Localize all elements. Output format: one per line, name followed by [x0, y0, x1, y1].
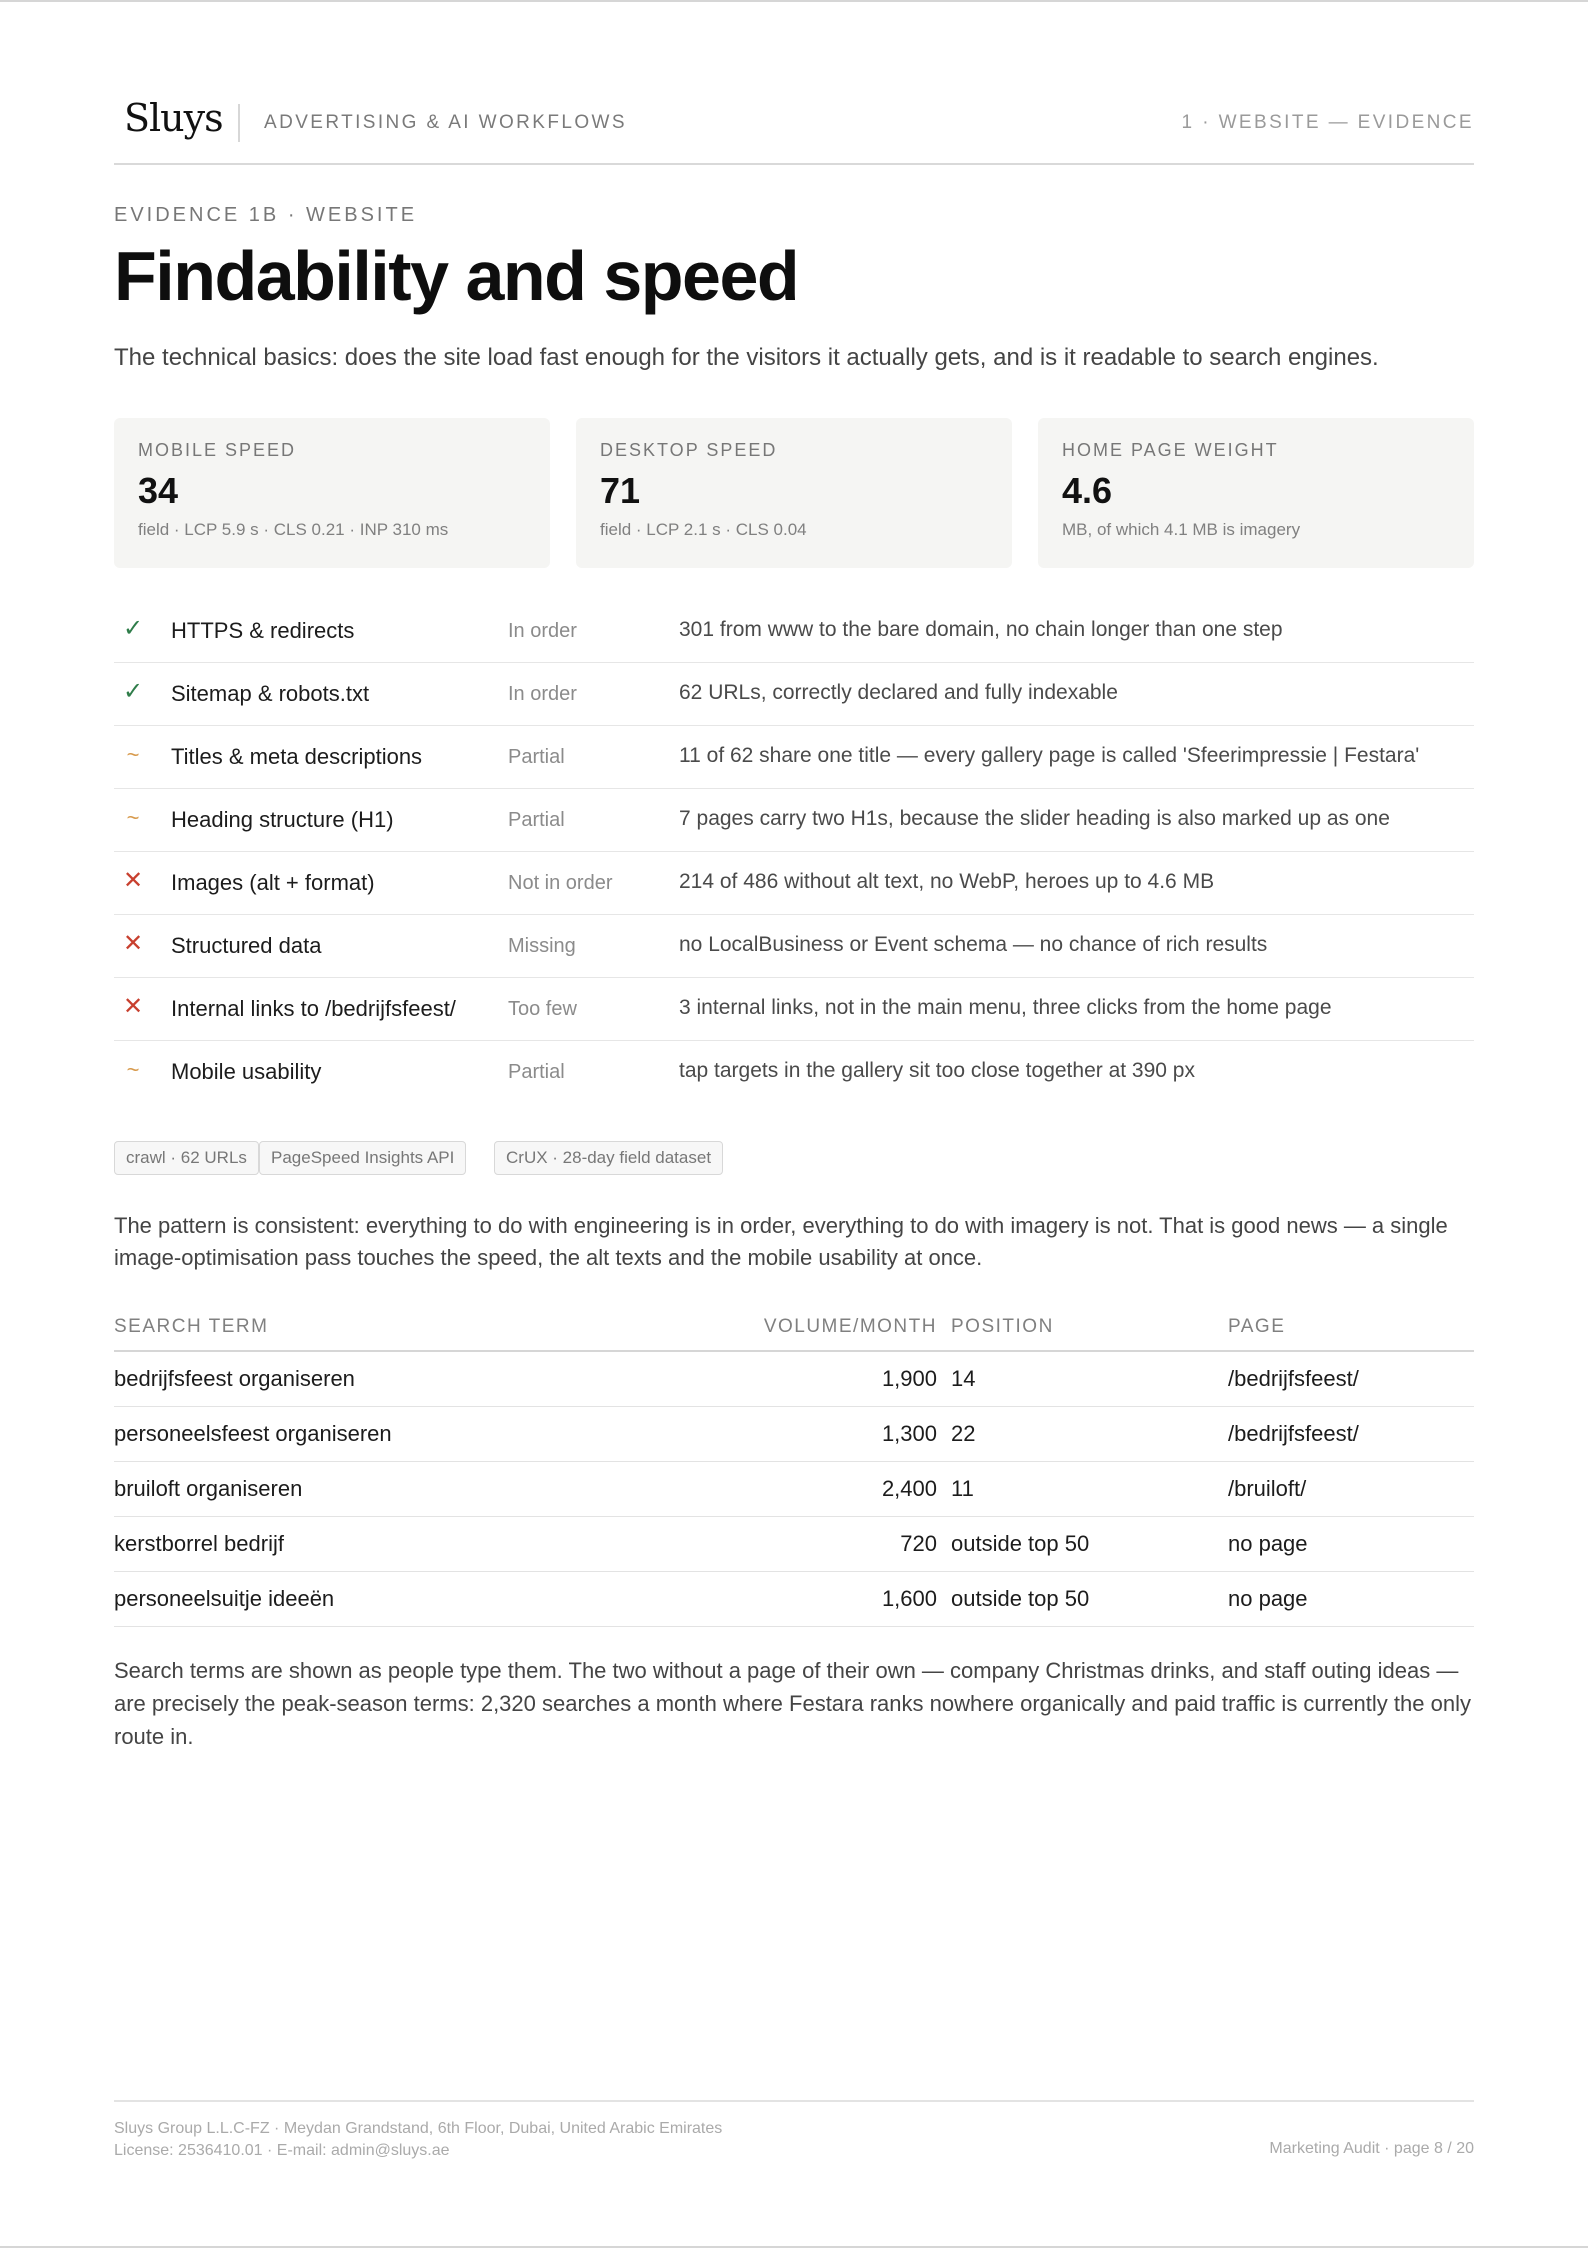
metric-label: DESKTOP SPEED: [600, 440, 778, 460]
table-row: [114, 1517, 1474, 1572]
cell-term: personeelsfeest organiseren: [114, 1421, 392, 1446]
closing-paragraph: Search terms are shown as people type them. The two without a page of their own — company Christmas drinks, and staff outing ideas — are precisely the peak-season terms: 2,320 searches a month where Festara ranks nowhere organically and paid traffic is currently the only route in.: [114, 1658, 1471, 1749]
check-icon: ✓: [122, 615, 144, 642]
metric-sub: field · LCP 5.9 s · CLS 0.21 · INP 310 ms: [138, 520, 449, 539]
cross-icon: ✕: [122, 867, 144, 894]
cell-volume: 1,300: [881, 1421, 937, 1446]
check-name: Heading structure (H1): [171, 807, 394, 832]
metric-value: 4.6: [1062, 470, 1113, 511]
cell-position: outside top 50: [951, 1586, 1090, 1611]
cell-page: no page: [1228, 1586, 1308, 1611]
check-name: Internal links to /bedrijfsfeest/: [171, 996, 456, 1021]
metric-value: 71: [600, 470, 641, 511]
metric-card-page-weight: [1038, 418, 1474, 568]
check-name: Mobile usability: [171, 1059, 322, 1084]
check-status: In order: [508, 620, 577, 642]
source-chip: CrUX · 28-day field dataset: [494, 1141, 723, 1175]
check-row: [114, 915, 1474, 978]
page-title: Findability and speed: [114, 237, 799, 315]
table-header: [114, 1308, 1474, 1352]
check-status: Missing: [508, 935, 576, 957]
check-detail: 301 from www to the bare domain, no chain longer than one step: [679, 618, 1283, 641]
tagline: ADVERTISING & AI WORKFLOWS: [264, 112, 627, 133]
check-name: Structured data: [171, 933, 322, 958]
check-detail: 7 pages carry two H1s, because the slider heading is also marked up as one: [679, 807, 1390, 830]
check-icon: ✓: [122, 678, 144, 705]
cell-page: /bedrijfsfeest/: [1228, 1421, 1359, 1446]
check-detail: 11 of 62 share one title — every gallery page is called 'Sfeerimpressie | Festara': [679, 744, 1420, 767]
check-row: [114, 663, 1474, 726]
cell-page: /bedrijfsfeest/: [1228, 1366, 1359, 1391]
cell-volume: 720: [900, 1531, 937, 1556]
cell-volume: 1,900: [881, 1366, 937, 1391]
footer-address: Sluys Group L.L.C-FZ · Meydan Grandstand, 6th Floor, Dubai, United Arabic Emirates: [114, 2120, 723, 2137]
table-row: [114, 1462, 1474, 1517]
check-row: [114, 789, 1474, 852]
check-row: [114, 600, 1474, 663]
metric-value: 34: [138, 470, 179, 511]
cell-position: 11: [951, 1476, 974, 1501]
cross-icon: ✕: [122, 930, 144, 957]
metric-card-desktop-speed: [576, 418, 1012, 568]
metric-cards: [114, 418, 1474, 568]
cell-page: /bruiloft/: [1228, 1476, 1307, 1501]
cell-term: kerstborrel bedrijf: [114, 1531, 284, 1556]
header-search-term: SEARCH TERM: [114, 1316, 269, 1337]
footer-license: License: 2536410.01 · E-mail: admin@sluys.ae: [114, 2142, 450, 2159]
pattern-paragraph: The pattern is consistent: everything to do with engineering is in order, everything to do with imagery is not. That is good news — a single image-optimisation pass touches the speed, the alt texts and the mobile usability at once.: [114, 1213, 1448, 1270]
check-status: In order: [508, 683, 577, 705]
header-divider: [238, 104, 240, 142]
header-page: PAGE: [1228, 1316, 1286, 1337]
header-volume: VOLUME/MONTH: [763, 1316, 937, 1337]
check-name: Images (alt + format): [171, 870, 375, 895]
check-row: [114, 1041, 1474, 1103]
metric-label: MOBILE SPEED: [138, 440, 297, 460]
footer-company: [114, 2118, 722, 2162]
cell-term: bruiloft organiseren: [114, 1476, 303, 1501]
check-status: Partial: [508, 1061, 565, 1083]
metric-card-mobile-speed: [114, 418, 550, 568]
source-chip: PageSpeed Insights API: [259, 1141, 466, 1175]
table-row: [114, 1352, 1474, 1407]
cross-icon: ✕: [122, 993, 144, 1020]
top-border: [0, 0, 1588, 2]
check-detail: no LocalBusiness or Event schema — no chance of rich results: [679, 933, 1268, 956]
check-status: Partial: [508, 809, 565, 831]
cell-position: 22: [951, 1421, 976, 1446]
check-row: [114, 852, 1474, 915]
cell-position: 14: [951, 1366, 976, 1391]
intro-text: The technical basics: does the site load fast enough for the visitors it actually gets, and is it readable to search engines.: [114, 344, 1379, 371]
metric-label: HOME PAGE WEIGHT: [1062, 440, 1279, 460]
section-label: 1 · WEBSITE — EVIDENCE: [1181, 112, 1474, 133]
page-number: Marketing Audit · page 8 / 20: [1269, 2140, 1474, 2157]
header-position: POSITION: [951, 1316, 1054, 1337]
check-row: [114, 726, 1474, 789]
cell-position: outside top 50: [951, 1531, 1090, 1556]
page-header: [114, 92, 1474, 164]
cell-term: bedrijfsfeest organiseren: [114, 1366, 355, 1391]
check-detail: 214 of 486 without alt text, no WebP, heroes up to 4.6 MB: [679, 870, 1215, 893]
tilde-icon: ~: [126, 1057, 140, 1082]
table-row: [114, 1407, 1474, 1462]
eyebrow: EVIDENCE 1B · WEBSITE: [114, 204, 418, 226]
cell-page: no page: [1228, 1531, 1308, 1556]
cell-volume: 2,400: [881, 1476, 937, 1501]
check-name: HTTPS & redirects: [171, 618, 355, 643]
cell-volume: 1,600: [881, 1586, 937, 1611]
check-status: Partial: [508, 746, 565, 768]
check-status: Too few: [508, 998, 577, 1020]
footer-rule: [114, 2100, 1474, 2102]
metric-sub: field · LCP 2.1 s · CLS 0.04: [600, 520, 807, 539]
checks-table: [114, 600, 1474, 1103]
check-status: Not in order: [508, 872, 613, 894]
check-name: Sitemap & robots.txt: [171, 681, 370, 706]
tilde-icon: ~: [126, 805, 140, 830]
tilde-icon: ~: [126, 742, 140, 767]
check-detail: 62 URLs, correctly declared and fully indexable: [679, 681, 1118, 704]
header-rule: [114, 163, 1474, 165]
check-detail: tap targets in the gallery sit too close together at 390 px: [679, 1059, 1195, 1082]
cell-term: personeelsuitje ideeën: [114, 1586, 335, 1611]
logo: Sluys: [124, 96, 223, 140]
source-chip: crawl · 62 URLs: [114, 1141, 259, 1175]
metric-sub: MB, of which 4.1 MB is imagery: [1062, 520, 1301, 539]
search-terms-table: [114, 1308, 1474, 1627]
check-detail: 3 internal links, not in the main menu, three clicks from the home page: [679, 996, 1332, 1019]
table-row: [114, 1572, 1474, 1627]
check-row: [114, 978, 1474, 1041]
check-name: Titles & meta descriptions: [171, 744, 423, 769]
